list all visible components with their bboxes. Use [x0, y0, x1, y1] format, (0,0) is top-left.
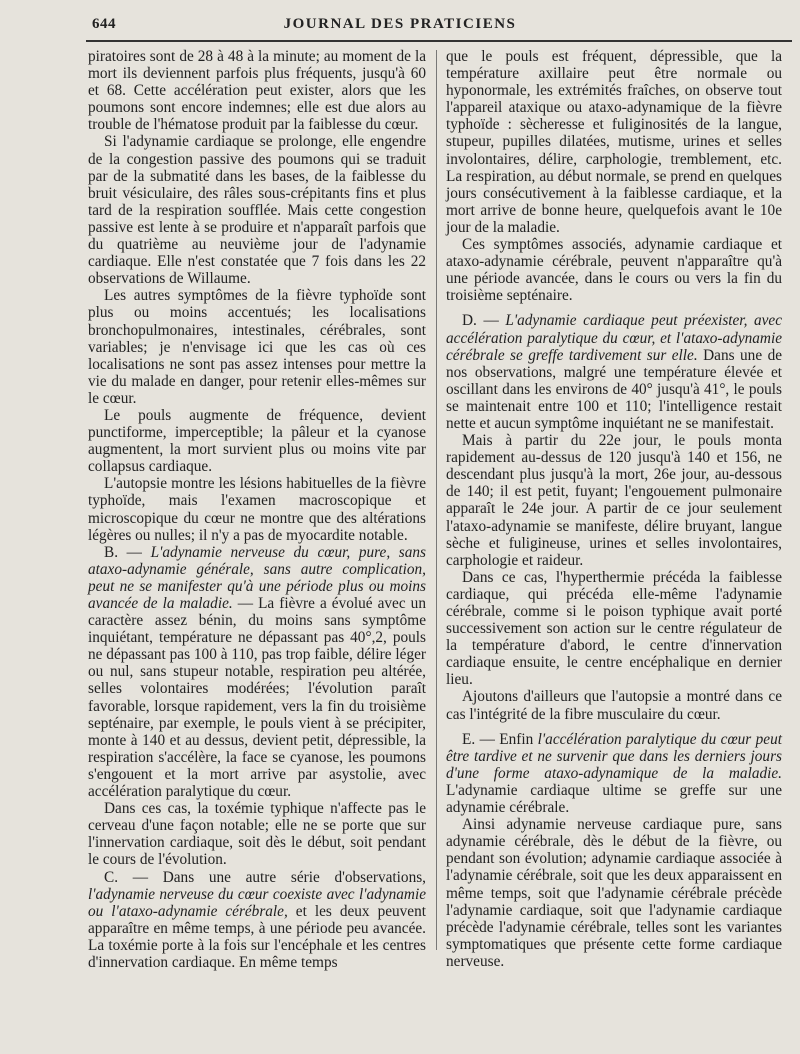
- section-heading-italic: l'adynamie nerveuse du cœur coexiste avec l'adynamie ou l'ataxo-adynamie cérébrale,: [88, 885, 426, 920]
- paragraph: Ainsi adynamie nerveuse cardiaque pure, sans adynamie cérébrale, dès le début de la fièvre, ou pendant son évolution; adynamie cardiaque associée à l'adynamie cérébrale, soit que les deux apparaissent en même temps, soit que l'adynamie cérébrale précède l'adynamie cardiaque, soit que l'adynamie cardiaque précède l'adynamie cérébrale, telles sont les variantes symptomatiques que présente cette forme cardiaque nerveuse.: [446, 816, 782, 970]
- left-column: [88, 48, 426, 971]
- section-e-paragraph: [446, 731, 782, 816]
- section-lead: D. —: [462, 312, 506, 330]
- running-header: [0, 0, 800, 46]
- section-body: et les deux peuvent apparaître en même temps, à une période peu avancée. La toxémie porte à la fois sur l'encéphale et les centres d'innervation cardiaque. En même temps: [88, 902, 426, 971]
- header-rule: [86, 40, 792, 42]
- section-body: — La fièvre a évolué avec un caractère assez bénin, du moins sans symptôme inquiétant, température ne dépassant pas 40°,2, pouls ne dépassant pas 100 à 110, pas trop faible, délire léger ou nul, sans stupeur notable, respiration peu altérée, selles volontaires modérées; l'évolution paraît favorable, lorsque rapidement, vers la fin du troisième septénaire, par exemple, le pouls vient à se précipiter, monte à 140 et au dessus, devient petit, dépressible, la respiration s'accélère, la face se cyanose, les poumons s'engouent et la mort arrive par asystolie, avec accélération paralytique du cœur.: [88, 595, 426, 801]
- paragraph: piratoires sont de 28 à 48 à la minute; au moment de la mort ils deviennent parfois plus fréquents, jusqu'à 60 et 68. Cette accélération peut exister, alors que les poumons sont encore indemnes; elle est due alors au trouble de l'hématose produit par la faiblesse du cœur.: [88, 48, 426, 134]
- section-body: L'adynamie cardiaque ultime se greffe sur une adynamie cérébrale.: [446, 781, 782, 817]
- right-column: [446, 48, 782, 970]
- section-lead: C. — Dans une autre série d'observations,: [104, 868, 426, 886]
- page-number: 644: [92, 16, 116, 32]
- column-divider: [436, 50, 437, 950]
- paragraph: Mais à partir du 22e jour, le pouls monta rapidement au-dessus de 120 jusqu'à 140 et 156, ne descendant plus jusqu'à la mort, 26e jour, au-dessous de 140; il est petit, fuyant; l'engouement pulmonaire apparaît le 24e jour. A partir de ce jour seulement l'ataxo-adynamie se manifeste, délire bruyant, langue sèche et fuligineuse, urines et selles involontaires, carphologie et raideur.: [446, 432, 782, 569]
- section-heading-italic: L'adynamie nerveuse du cœur, pure, sans ataxo-adynamie générale, sans autre complication, peut ne se manifester qu'à une période plus ou moins avancée de la maladie.: [88, 543, 426, 612]
- section-heading-italic: l'accélération paralytique du cœur peut être tardive et ne survenir que dans les derniers jours d'une forme ataxo-adynamique de la maladie.: [446, 730, 782, 782]
- section-body: Dans une de nos observations, malgré une température élevée et oscillant dans les environs de 40° jusqu'à 41°, le pouls se maintenait entre 100 et 110; l'intelligence restait nette et aucun symptôme inquiétant ne se manifestait.: [446, 346, 783, 432]
- journal-title: JOURNAL DES PRATICIENS: [283, 16, 517, 32]
- section-lead: B. —: [104, 543, 151, 561]
- section-b-paragraph: [88, 544, 426, 800]
- section-lead: E. — Enfin: [462, 730, 538, 748]
- paragraph: que le pouls est fréquent, dépressible, que la température axillaire peut être normale ou hyponormale, les extrémités fraîches, on observe tout l'appareil ataxique ou ataxo-adynamique de la fièvre typhoïde : sècheresse et fuliginosités de la langue, stupeur, pupilles dilatées, mutisme, urines et selles involontaires, délire, carphologie, tremblement, etc. La respiration, au début normale, se prend en quelques jours consécutivement à la faiblesse cardiaque, et la mort arrive de bonne heure, quelquefois avant le 10e jour de la maladie.: [446, 48, 782, 236]
- paragraph: Dans ce cas, l'hyperthermie précéda la faiblesse cardiaque, qui précéda elle-même l'adynamie cérébrale, comme si le poison typhique avait porté successivement son action sur le centre régulateur de la température d'abord, le centre d'innervation cardiaque ensuite, le centre encéphalique en dernier lieu.: [446, 568, 782, 689]
- paragraph: Le pouls augmente de fréquence, devient punctiforme, imperceptible; la pâleur et la cyanose augmentent, la mort survient plus ou moins vite par collapsus cardiaque.: [88, 406, 426, 476]
- section-c-paragraph: [88, 869, 426, 972]
- paragraph: L'autopsie montre les lésions habituelles de la fièvre typhoïde, mais l'examen macroscopique et microscopique du cœur ne montre que des altérations légères ou nulles; il n'y a pas de myocardite notable.: [88, 475, 426, 544]
- paragraph: Si l'adynamie cardiaque se prolonge, elle engendre de la congestion passive des poumons qui se traduit par de la submatité dans les bases, de la faiblesse du bruit vésiculaire, des râles sous-crépitants fins et plus tard de la respiration soufflée. Mais cette congestion passive est lente à se produire et n'apparaît parfois que du quatrième au neuvième jour de l'adynamie cardiaque. Elle n'est constatée que 7 fois dans les 22 observations de Willaume.: [88, 133, 426, 288]
- paragraph: Dans ces cas, la toxémie typhique n'affecte pas le cerveau d'une façon notable; elle ne se porte que sur l'innervation cardiaque, soit dès le début, soit pendant le cours de l'évolution.: [88, 800, 426, 869]
- section-heading-italic: L'adynamie cardiaque peut préexister, avec accélération paralytique du cœur, et l'ataxo-adynamie cérébrale se greffe tardivement sur elle.: [446, 312, 782, 364]
- paragraph: Ajoutons d'ailleurs que l'autopsie a montré dans ce cas l'intégrité de la fibre musculaire du cœur.: [446, 688, 782, 723]
- paragraph: Ces symptômes associés, adynamie cardiaque et ataxo-adynamie cérébrale, peuvent n'apparaître qu'à une période avancée, dans le cours ou vers la fin du troisième septénaire.: [446, 236, 782, 305]
- section-d-paragraph: [446, 312, 782, 432]
- paragraph: Les autres symptômes de la fièvre typhoïde sont plus ou moins accentués; les localisations bronchopulmonaires, intestinales, cérébrales, sont variables; je n'envisage ici que les cas où ces localisations ne sont pas assez intenses pour mettre la vie du malade en danger, pour retenir elles-mêmes sur le cœur.: [88, 287, 426, 407]
